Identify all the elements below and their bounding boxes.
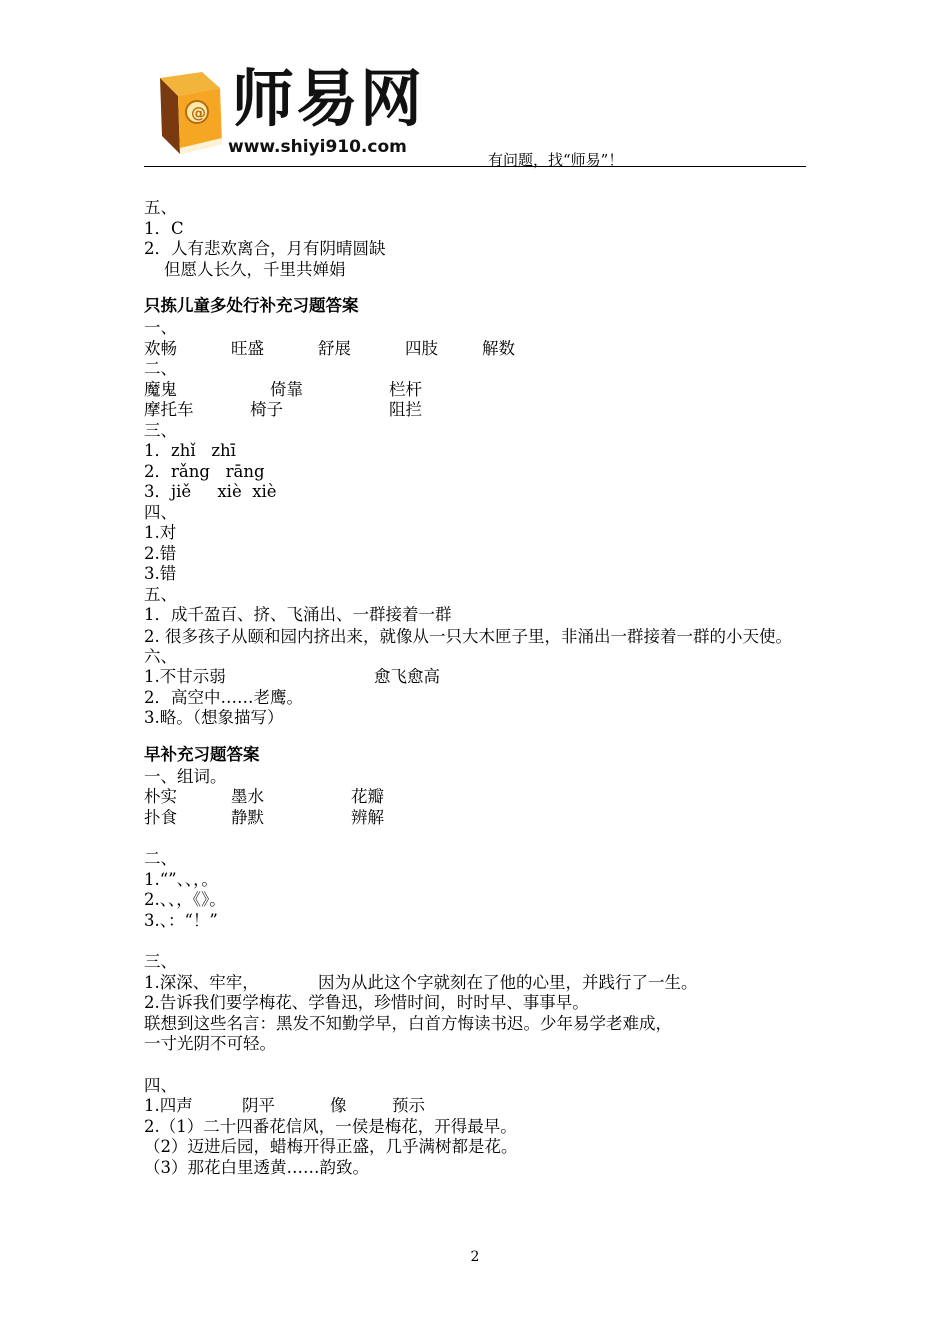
answer-text: 愈飞愈高 [374,667,440,686]
spacer [144,729,808,743]
word: 辨解 [351,807,384,827]
word: 倚靠 [270,379,303,399]
answer-line: 1.对 [144,523,177,542]
logo-url: www.shiyi910.com [228,137,407,157]
answer-line: 3.、：“！” [144,910,218,930]
part-title: 五、 [144,584,177,604]
word: 预示 [392,1096,425,1115]
answer-line: 2.（1）二十四番花信风，一侯是梅花，开得最早。 [144,1116,517,1136]
part-title: 二、 [144,849,177,868]
answer-line: 3.略。（想象描写） [144,708,284,727]
answer-line: 3.错 [144,564,177,583]
book-logo-icon [150,70,226,156]
word: 魔鬼 [144,379,177,399]
word-row [144,380,808,401]
word: 旺盛 [231,338,264,358]
svg-text:@: @ [191,104,206,122]
answer-text: 1.深深、牢牢， [144,972,259,992]
word-row [144,1096,808,1117]
word: 阴平 [242,1096,275,1115]
word: 扑食 [144,807,177,827]
word-row [144,400,808,421]
answer-line: 3．jiě xiè xiè [144,482,277,501]
word-row [144,339,808,360]
answer-line [144,973,808,994]
answer-line: 1．C [144,218,184,238]
word: 花瓣 [351,787,384,806]
spacer [144,1055,808,1076]
part-title: 三、 [144,952,177,971]
header-slogan: 有问题，找“师易”！ [488,151,624,169]
part-title: 六、 [144,646,177,666]
word: 舒展 [318,338,351,358]
answer-line: 联想到这些名言：黑发不知勤学早，白首方悔读书迟。少年易学老难成， [144,1013,672,1033]
part-title: 一、组词。 [144,766,227,786]
answer-line: 2.、、，《》。 [144,890,226,909]
part-title: 一、 [144,318,177,337]
part-title: 四、 [144,502,177,522]
spacer [144,931,808,952]
word: 朴实 [144,787,177,806]
section-heading: 只拣儿童多处行补充习题答案 [144,296,359,315]
word: 栏杆 [389,379,422,399]
word-row [144,787,808,808]
answer-text: 因为从此这个字就刻在了他的心里，并践行了一生。 [318,972,698,992]
page-number: 2 [470,1249,480,1265]
word: 墨水 [231,787,264,806]
answer-text: 1.不甘示弱 [144,667,226,686]
answer-line: （2）迈进后园，蜡梅开得正盛，几乎满树都是花。 [144,1137,518,1156]
answer-paragraph: 2. 很多孩子从颐和园内挤出来，就像从一只大木匣子里，非涌出一群接着一群的小天使。 [144,626,792,646]
word: 解数 [482,338,515,358]
logo-text: 师易网 [232,62,425,135]
answer-line: 一寸光阴不可轻。 [144,1034,276,1053]
answer-line: （3）那花白里透黄……韵致。 [144,1157,369,1177]
spacer [144,828,808,849]
word: 阻拦 [389,400,422,419]
answer-line: 2.告诉我们要学梅花、学鲁迅，珍惜时间，时时早、事事早。 [144,993,589,1012]
answer-line: 2．rǎng rāng [144,461,265,481]
word: 摩托车 [144,400,194,419]
answer-line: 2.错 [144,543,177,563]
section-heading: 早补充习题答案 [144,744,260,764]
spacer [144,280,808,294]
answer-line: 1.“”、、，。 [144,869,218,889]
answer-line: 1．成千盈百、挤、飞涌出、一群接着一群 [144,605,452,624]
answer-line: 2．高空中……老鹰。 [144,687,303,707]
answer-line [144,667,808,688]
header-divider [144,166,806,167]
word-row [144,808,808,829]
word: 欢畅 [144,338,177,358]
page-header [144,60,806,170]
answer-line: 1．zhǐ zhī [144,441,236,460]
part-title: 二、 [144,359,177,378]
part-title: 四、 [144,1075,177,1095]
answer-line: 但愿人长久，千里共婵娟 [164,259,346,279]
part-title: 三、 [144,420,177,440]
word: 1.四声 [144,1096,193,1115]
word: 四肢 [405,338,438,358]
section-title: 五、 [144,198,177,217]
word: 静默 [231,807,264,827]
answer-line: 2．人有悲欢离合，月有阴晴圆缺 [144,239,386,258]
word: 椅子 [250,400,283,419]
document-body [144,198,808,1178]
word: 像 [330,1096,347,1115]
